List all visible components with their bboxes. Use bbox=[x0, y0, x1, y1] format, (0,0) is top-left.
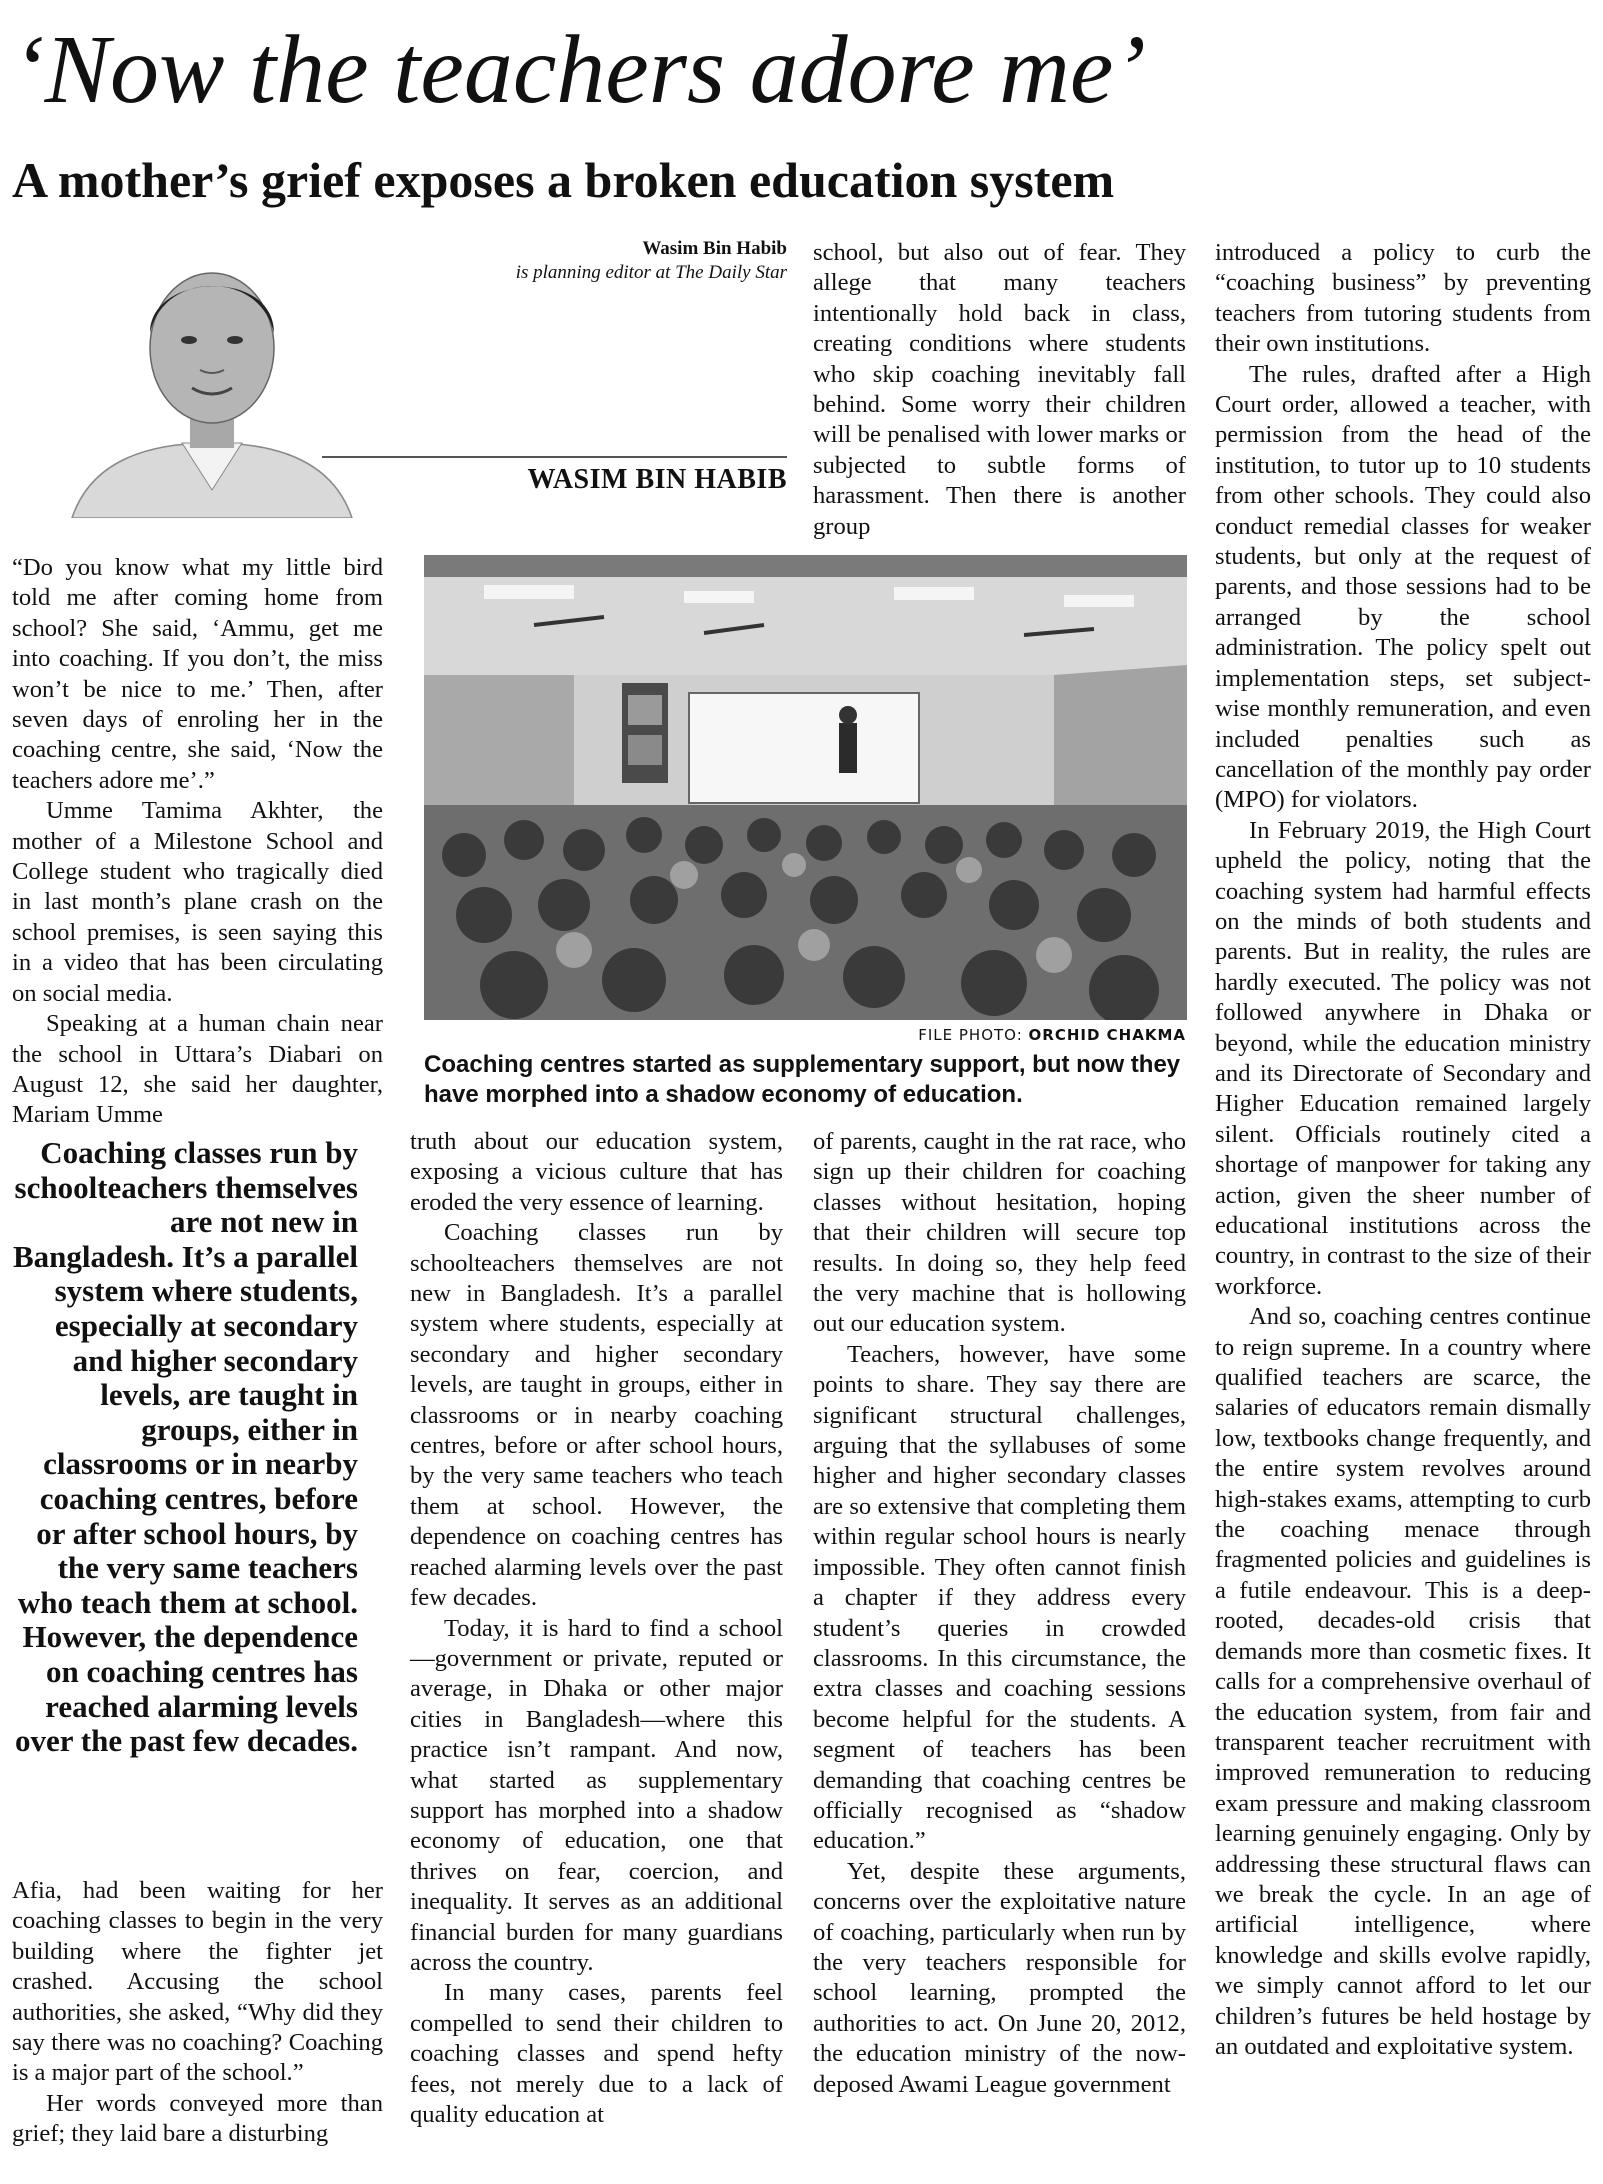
column-3-top bbox=[813, 238, 1186, 542]
column-2 bbox=[410, 1127, 783, 2130]
paragraph: Speaking at a human chain near the school in Uttara’s Diabari on August 12, she said her daughter, Mariam Umme bbox=[12, 1010, 383, 1129]
classroom-photo bbox=[424, 555, 1187, 1020]
author-portrait-icon bbox=[62, 228, 362, 518]
paragraph: introduced a policy to curb the “coaching business” by preventing teachers from tutoring students from their own institutions. bbox=[1215, 239, 1591, 358]
pull-quote: Coaching classes run by schoolteachers themselves are not new in Bangladesh. It’s a parallel system where students, especially at secondary and higher secondary levels, are taught in groups, either in classrooms or in nearby coaching centres, before or after school hours, by the very same teachers who teach them at school. However, the dependence on coaching centres has reached alarming levels over the past few decades. bbox=[12, 1135, 358, 1759]
headline: ‘Now the teachers adore me’ bbox=[12, 16, 1146, 124]
byline-block bbox=[12, 228, 787, 518]
paragraph: The rules, drafted after a High Court order, allowed a teacher, with permission from the head of the institution, to tutor up to 10 students from other schools. They could also conduct remedial classes for weaker students, but only at the request of parents, and those sessions had to be arranged by the school administration. The policy spelt out implementation steps, set subject-wise monthly remuneration, and even included penalties such as cancellation of the monthly pay order (MPO) for violators. bbox=[1215, 360, 1591, 814]
paragraph: And so, coaching centres continue to reign supreme. In a country where qualified teachers are scarce, the salaries of educators remain dismally low, textbooks change frequently, and the entire system revolves around high-stakes exams, attempting to curb the coaching menace through fragmented policies and guidelines is a futile endeavour. This is a deep-rooted, decades-old crisis that demands more than cosmetic fixes. It calls for a comprehensive overhaul of the education system, from fair and transparent teacher recruitment with improved remuneration to reducing exam pressure and making classroom learning genuinely engaging. Only by addressing these structural flaws can we break the cycle. In an age of artificial intelligence, where knowledge and skills evolve rapidly, we simply cannot afford to let our children’s futures be held hostage by an outdated and exploitative system. bbox=[1215, 1303, 1591, 2060]
paragraph: truth about our education system, exposing a vicious culture that has eroded the very essence of learning. bbox=[410, 1128, 783, 1216]
paragraph: Umme Tamima Akhter, the mother of a Milestone School and College student who tragically died in last month’s plane crash on the school premises, is seen saying this in a video that has been circulating on social media. bbox=[12, 797, 383, 1007]
column-4 bbox=[1215, 238, 1591, 2062]
paragraph: Yet, despite these arguments, concerns over the exploitative nature of coaching, particularly when run by the very teachers responsible for school learning, prompted the authorities to act. On June 20, 2012, the education ministry of the now-deposed Awami League government bbox=[813, 1857, 1186, 2098]
subheadline: A mother’s grief exposes a broken education system bbox=[12, 152, 1115, 208]
paragraph: Afia, had been waiting for her coaching classes to begin in the very building where the fighter jet crashed. Accusing the school authorities, she asked, “Why did they say there was no coaching? Coaching is a major part of the school.” bbox=[12, 1877, 383, 2087]
signature-divider bbox=[322, 456, 787, 458]
photo-credit-label: FILE PHOTO: bbox=[918, 1026, 1023, 1044]
author-role: is planning editor at The Daily Star bbox=[515, 262, 787, 283]
paragraph: In February 2019, the High Court upheld the policy, noting that the coaching system had harmful effects on the minds of both students and parents. But in reality, the rules are hardly executed. The policy was not followed anywhere in Dhaka or beyond, while the education ministry and its Directorate of Secondary and Higher Education remained largely silent. Officials routinely cited a shortage of manpower for taking any action, given the sheer number of educational institutions across the country, in contrast to the size of their workforce. bbox=[1215, 816, 1591, 1300]
paragraph: “Do you know what my little bird told me after coming home from school? She said, ‘Ammu, get me into coaching. If you don’t, the miss won’t be nice to me.’ Then, after seven days of enroling her in the coaching centre, she said, ‘Now the teachers adore me’.” bbox=[12, 554, 383, 794]
photo-caption: Coaching centres started as supplementary support, but now they have morphed into a shadow economy of education. bbox=[424, 1051, 1181, 1108]
photo-credit bbox=[880, 1026, 1186, 1044]
author-signature: WASIM BIN HABIB bbox=[527, 464, 787, 495]
paragraph: Her words conveyed more than grief; they laid bare a disturbing bbox=[12, 2089, 383, 2148]
paragraph: Teachers, however, have some points to share. They say there are significant structural challenges, arguing that the syllabuses of some higher and higher secondary classes are so extensive that completing them within regular school hours is nearly impossible. They often cannot finish a chapter if they address every student’s queries in crowded classrooms. In this circumstance, the extra classes and coaching sessions become helpful for the students. A segment of teachers has been demanding that coaching centres be officially recognised as “shadow education.” bbox=[813, 1340, 1186, 1855]
paragraph: school, but also out of fear. They allege that many teachers intentionally hold back in class, creating conditions where students who skip coaching inevitably fall behind. Some worry their children will be penalised with lower marks or subjected to subtle forms of harassment. Then there is another group bbox=[813, 239, 1186, 540]
paragraph: of parents, caught in the rat race, who sign up their children for coaching classes without hesitation, hoping that their children will secure top results. In doing so, they help feed the very machine that is hollowing out our education system. bbox=[813, 1128, 1186, 1338]
paragraph: In many cases, parents feel compelled to send their children to coaching classes and spend hefty fees, not merely due to a lack of quality education at bbox=[410, 1979, 783, 2128]
paragraph: Coaching classes run by schoolteachers themselves are not new in Bangladesh. It’s a parallel system where students, especially at secondary and higher secondary levels, are taught in groups, either in classrooms or in nearby coaching centres, before or after school hours, by the very same teachers who teach them at school. However, the dependence on coaching centres has reached alarming levels over the past few decades. bbox=[410, 1219, 783, 1612]
paragraph: Today, it is hard to find a school—government or private, reputed or average, in Dhaka or other major cities in Bangladesh—where this practice isn’t rampant. And now, what started as supplementary support has morphed into a shadow economy of education, one that thrives on fear, coercion, and inequality. It serves as an additional financial burden for many guardians across the country. bbox=[410, 1614, 783, 1976]
column-1-bottom bbox=[12, 1876, 383, 2150]
column-3-bottom bbox=[813, 1127, 1186, 2100]
author-name: Wasim Bin Habib bbox=[642, 238, 787, 259]
photo-credit-name: ORCHID CHAKMA bbox=[1028, 1026, 1186, 1044]
column-1-top bbox=[12, 553, 383, 1131]
